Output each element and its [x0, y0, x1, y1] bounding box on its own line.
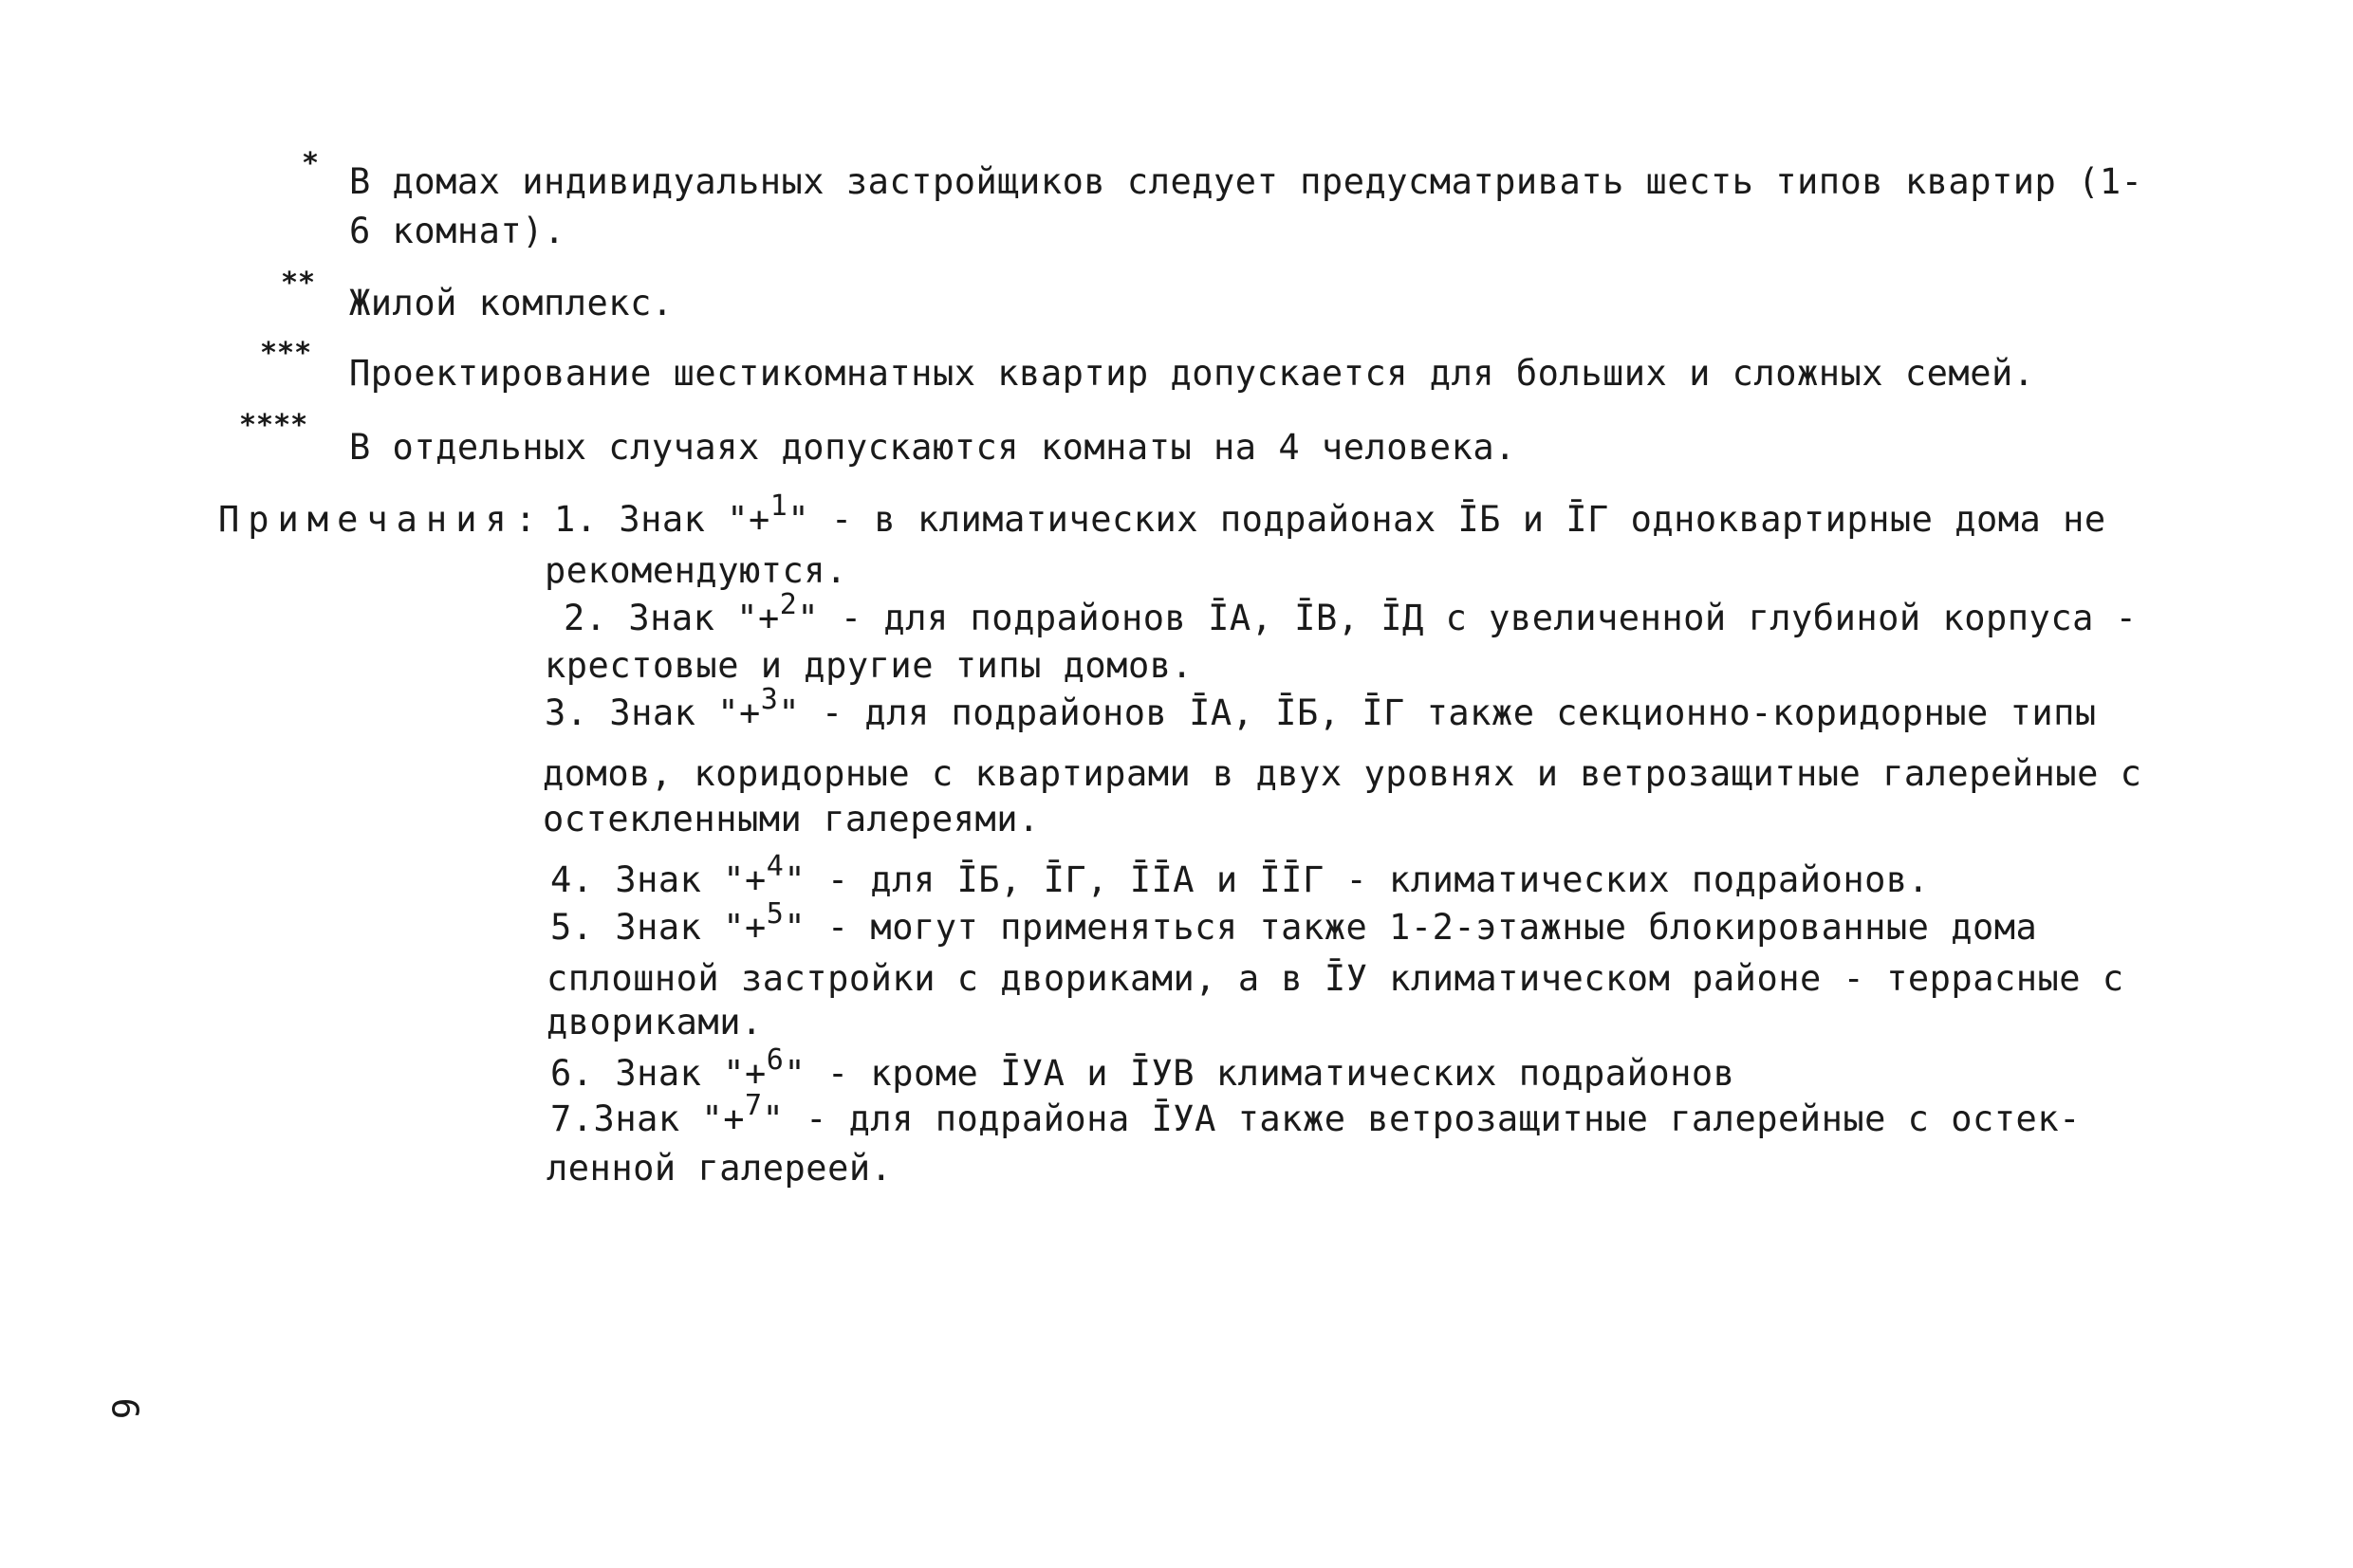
footnote-3-line-1: Проектирование шестикомнатных квартир допускается для больших и сложных семей. [349, 353, 2035, 394]
page-number: 6 [103, 1397, 146, 1420]
note-6-prefix: 6. Знак "+ [550, 1053, 767, 1094]
note-2-sup: 2 [779, 587, 798, 621]
footnote-1-line-1: В домах индивидуальных застройщиков следует предусматривать шесть типов квартир (1- [349, 161, 2143, 202]
note-2-prefix: 2. Знак "+ [564, 598, 780, 638]
note-7-suffix: " - для подрайона ĪУА также ветрозащитные галерейные с остек- [762, 1098, 2081, 1139]
note-3-line-1 [545, 682, 2097, 734]
note-5-suffix: " - могут применяться также 1-2-этажные блокированные дома [784, 907, 2038, 948]
footnote-1-marker: * [302, 147, 320, 180]
note-3-prefix: 3. Знак "+ [545, 692, 761, 733]
note-4-prefix: 4. Знак "+ [550, 859, 767, 900]
note-3-suffix: " - для подрайонов ĪА, ĪБ, ĪГ также секционно-коридорные типы [778, 692, 2097, 733]
note-7-line-1 [550, 1088, 2081, 1140]
note-2-suffix: " - для подрайонов ĪА, ĪВ, ĪД с увеличенной глубиной корпуса - [797, 598, 2138, 638]
note-5-line-1 [550, 896, 2038, 949]
note-5-line-3: двориками. [547, 1002, 763, 1042]
note-7-sup: 7 [744, 1088, 763, 1122]
note-1-line-1 [554, 489, 2106, 541]
note-2-line-2: крестовые и другие типы домов. [545, 645, 1194, 686]
footnote-2-line-1: Жилой комплекс. [349, 283, 674, 323]
note-4-suffix: " - для ĪБ, ĪГ, ĪĪА и ĪĪГ - климатических подрайонов. [784, 859, 1930, 900]
note-1-suffix: " - в климатических подрайонах ĪБ и ĪГ одноквартирные дома не [787, 499, 2106, 540]
note-5-prefix: 5. Знак "+ [550, 907, 767, 948]
note-4-line-1 [550, 849, 1930, 901]
note-7-prefix: 7.Знак "+ [550, 1098, 745, 1139]
note-5-sup: 5 [766, 896, 785, 931]
footnote-4-marker: **** [239, 409, 308, 442]
note-3-line-2: домов, коридорные с квартирами в двух уровнях и ветрозащитные галерейные с [543, 753, 2142, 794]
note-3-line-3: остекленными галереями. [543, 799, 1040, 839]
footnote-2-marker: ** [281, 267, 316, 300]
note-7-line-2: ленной галереей. [547, 1148, 893, 1189]
note-5-line-2: сплошной застройки с двориками, а в ĪУ климатическом районе - террасные с [547, 958, 2124, 999]
footnote-1-line-2: 6 комнат). [349, 211, 565, 251]
note-2-line-1 [564, 587, 2138, 639]
note-3-sup: 3 [760, 682, 779, 716]
note-1-prefix: 1. Знак "+ [554, 499, 770, 540]
note-6-line-1 [550, 1042, 1735, 1095]
footnote-3-marker: *** [260, 337, 312, 370]
note-1-line-2: рекомендуются. [545, 550, 847, 591]
note-1-sup: 1 [769, 489, 788, 523]
note-6-suffix: " - кроме ĪУА и ĪУВ климатических подрайонов [784, 1053, 1735, 1094]
note-4-sup: 4 [766, 849, 785, 883]
footnote-4-line-1: В отдельных случаях допускаются комнаты на 4 человека. [349, 427, 1516, 468]
note-6-sup: 6 [766, 1042, 785, 1077]
notes-label: Примечания: [218, 499, 546, 540]
